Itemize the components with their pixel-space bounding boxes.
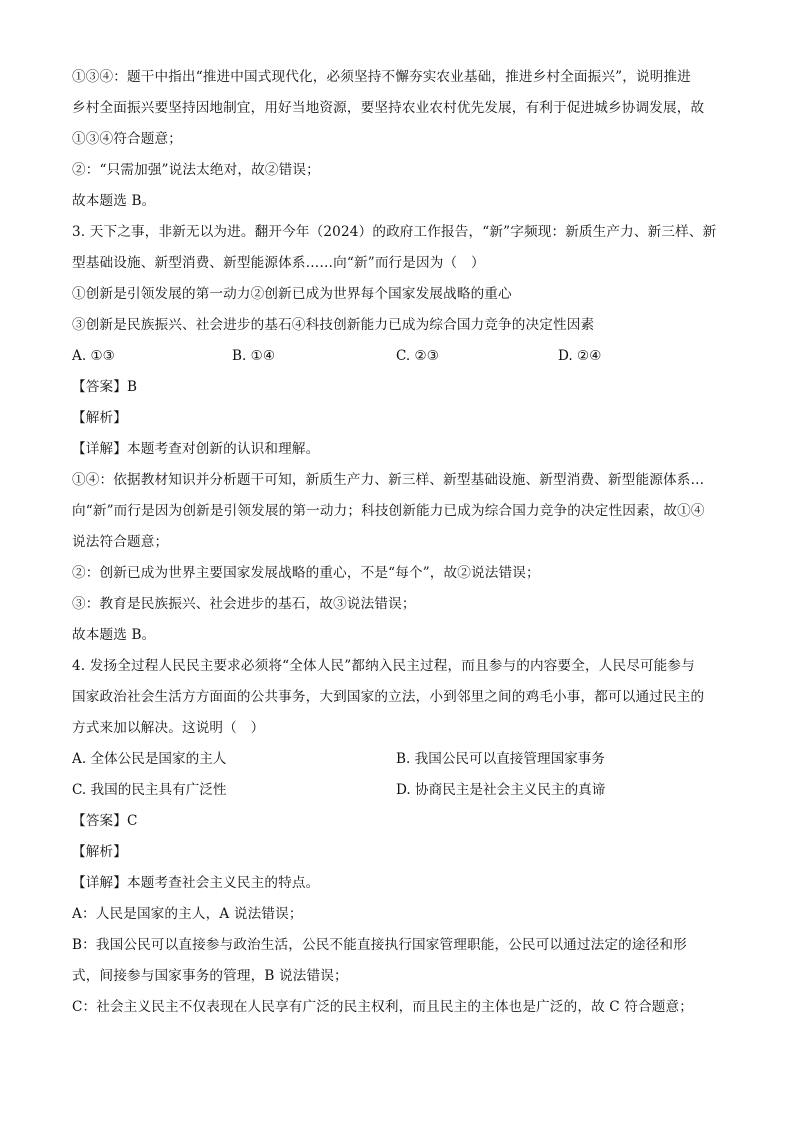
- text-line: ①③④符合题意；: [72, 131, 182, 147]
- text-line: ①③④：题干中指出“推进中国式现代化，必须坚持不懈夯实农业基础，推进乡村全面振兴”，说明推进: [72, 69, 691, 85]
- question-3-option-d: D. ②④: [558, 348, 602, 364]
- text-line: ①④：依据教材知识并分析题干可知，新质生产力、新三样、新型基础设施、新型消费、新型能源体系…: [72, 472, 705, 488]
- text-line: B：我国公民可以直接参与政治生活，公民不能直接执行国家管理职能，公民可以通过法定的途径和形: [72, 937, 687, 953]
- analysis-label: 【解析】: [72, 410, 127, 426]
- analysis-label: 【解析】: [72, 844, 127, 860]
- question-4-option-b: B. 我国公民可以直接管理国家事务: [396, 751, 605, 767]
- text-line: 式，间接参与国家事务的管理，B 说法错误；: [72, 968, 348, 984]
- question-3-stem: 3. 天下之事，非新无以为进。翻开今年（2024）的政府工作报告，“新”字频现：新质生产力、新三样、新: [72, 224, 717, 240]
- question-4-option-a: A. 全体公民是国家的主人: [72, 751, 227, 767]
- answer-label: 【答案】B: [72, 379, 138, 395]
- text-line: C：社会主义民主不仅表现在人民享有广泛的民主权利，而且民主的主体也是广泛的，故 C 符合题意；: [72, 999, 694, 1015]
- detail-line: 【详解】本题考查社会主义民主的特点。: [72, 875, 320, 891]
- text-line: A：人民是国家的主人，A 说法错误；: [72, 906, 303, 922]
- question-4-option-c: C. 我国的民主具有广泛性: [72, 782, 227, 798]
- detail-line: 【详解】本题考查对创新的认识和理解。: [72, 441, 320, 457]
- question-3-option-b: B. ①④: [232, 348, 276, 364]
- question-4-stem: 方式来加以解决。这说明（ ）: [72, 720, 265, 736]
- question-4-option-d: D. 协商民主是社会主义民主的真谛: [396, 782, 606, 798]
- question-4-stem: 4. 发扬全过程人民民主要求必须将“全体人民”都纳入民主过程，而且参与的内容要全，人民尽可能参与: [72, 658, 695, 674]
- text-line: ③：教育是民族振兴、社会进步的基石，故③说法错误；: [72, 596, 416, 612]
- text-line: 说法符合题意；: [72, 534, 169, 550]
- question-3-option-a: A. ①③: [72, 348, 115, 364]
- text-line: 向“新”而行是因为创新是引领发展的第一动力；科技创新能力已成为综合国力竞争的决定性因素，故①④: [72, 503, 705, 519]
- text-line: 乡村全面振兴要坚持因地制宜，用好当地资源，要坚持农业农村优先发展，有利于促进城乡协调发展，故: [72, 100, 705, 116]
- question-3-option-c: C. ②③: [396, 348, 439, 364]
- answer-label: 【答案】C: [72, 813, 138, 829]
- text-line: ②：创新已成为世界主要国家发展战略的重心，不是“每个”，故②说法错误；: [72, 565, 540, 581]
- question-3-stem: 型基础设施、新型消费、新型能源体系……向“新”而行是因为（ ）: [72, 255, 485, 271]
- question-4-stem: 国家政治社会生活方方面面的公共事务，大到国家的立法，小到邻里之间的鸡毛小事，都可以通过民主的: [72, 689, 705, 705]
- text-line: 故本题选 B。: [72, 193, 156, 209]
- text-line: 故本题选 B。: [72, 627, 156, 643]
- question-3-statements: ①创新是引领发展的第一动力②创新已成为世界每个国家发展战略的重心: [72, 286, 512, 302]
- question-3-statements: ③创新是民族振兴、社会进步的基石④科技创新能力已成为综合国力竞争的决定性因素: [72, 317, 595, 333]
- text-line: ②：“只需加强”说法太绝对，故②错误；: [72, 162, 320, 178]
